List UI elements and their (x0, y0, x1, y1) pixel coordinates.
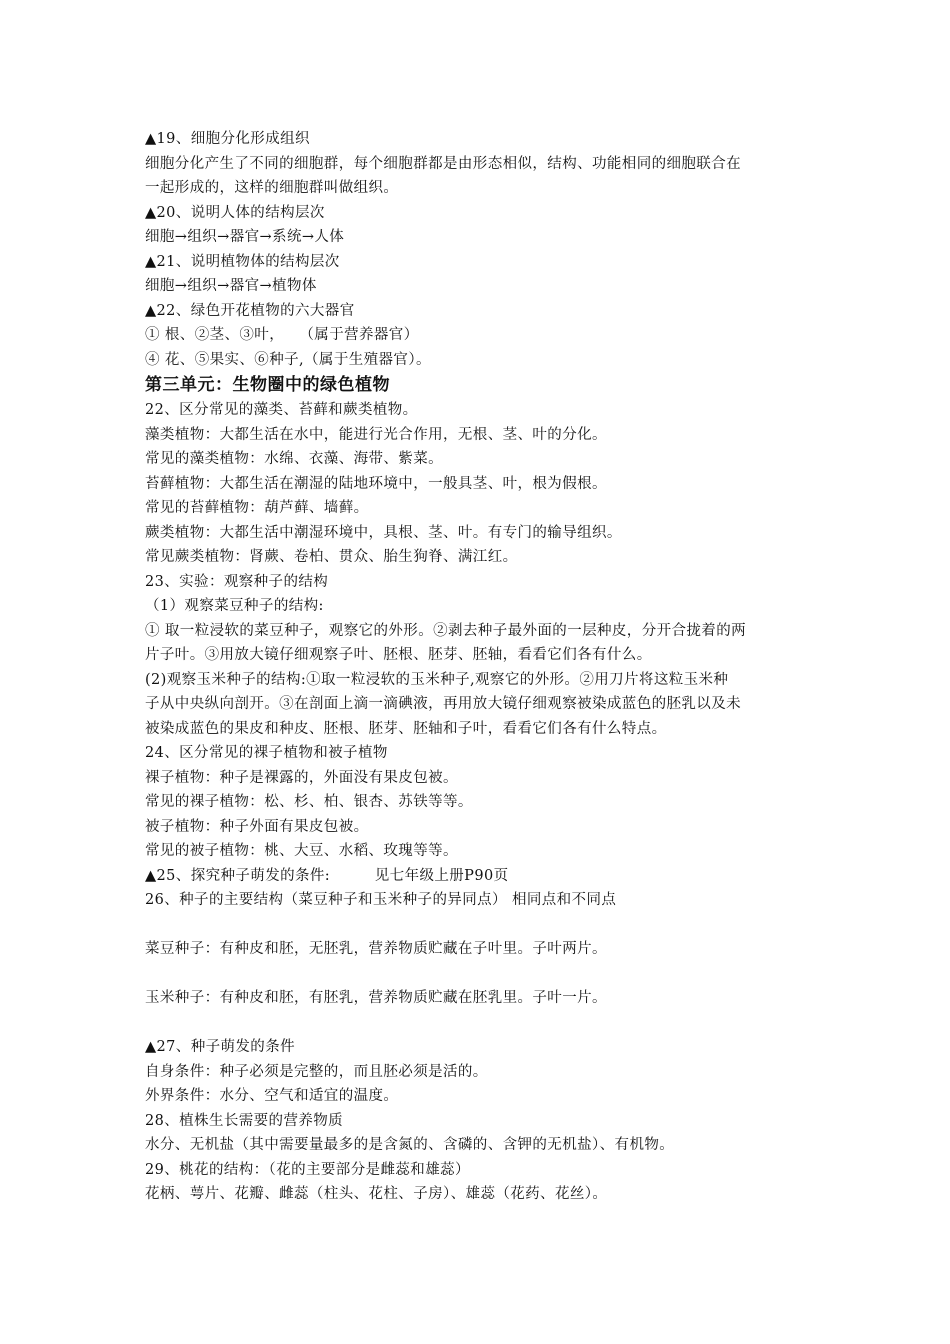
text-line: 蕨类植物：大都生活中潮湿环境中，具根、茎、叶。有专门的输导组织。 (145, 524, 622, 541)
text-line: 细胞→组织→器官→植物体 (145, 278, 317, 294)
text-line: 被染成蓝色的果皮和种皮、胚根、胚芽、胚轴和子叶，看看它们各有什么特点。 (145, 720, 667, 737)
text-line: 裸子植物：种子是裸露的，外面没有果皮包被。 (145, 769, 458, 786)
text-line: ▲21、说明植物体的结构层次 (145, 253, 340, 270)
blank-line (145, 913, 815, 938)
text-line: 常见蕨类植物：肾蕨、卷柏、贯众、胎生狗脊、满江红。 (145, 549, 518, 565)
text-line: 23、实验：观察种子的结构 (145, 573, 329, 590)
blank-line (145, 1011, 815, 1036)
text-line: 24、区分常见的裸子植物和被子植物 (145, 745, 388, 761)
text-line: 自身条件：种子必须是完整的，而且胚必须是活的。 (145, 1063, 488, 1080)
text-line: （1）观察菜豆种子的结构: (145, 598, 324, 614)
text-line: 常见的被子植物：桃、大豆、水稻、玫瑰等等。 (145, 843, 458, 859)
blank-line (145, 962, 815, 987)
text-line: 苔藓植物：大都生活在潮湿的陆地环境中，一般具茎、叶，根为假根。 (145, 475, 607, 492)
section-heading: 第三单元：生物圈中的绿色植物 (145, 375, 390, 395)
text-line: 藻类植物：大都生活在水中，能进行光合作用，无根、茎、叶的分化。 (145, 426, 607, 443)
text-line: 28、植株生长需要的营养物质 (145, 1112, 344, 1129)
text-line: 22、区分常见的藻类、苔藓和蕨类植物。 (145, 402, 418, 418)
text-line: 常见的藻类植物：水绵、衣藻、海带、紫菜。 (145, 451, 443, 467)
text-line: 菜豆种子：有种皮和胚，无胚乳，营养物质贮藏在子叶里。子叶两片。 (145, 941, 607, 957)
text-line: 花柄、萼片、花瓣、雌蕊（柱头、花柱、子房）、雄蕊（花药、花丝）。 (145, 1186, 608, 1202)
text-line: 26、种子的主要结构（菜豆种子和玉米种子的异同点） 相同点和不同点 (145, 892, 617, 908)
text-line: ▲22、绿色开花植物的六大器官 (145, 302, 355, 319)
document-body (145, 127, 815, 1207)
text-line: 外界条件：水分、空气和适宜的温度。 (145, 1088, 399, 1104)
text-line: 常见的苔藓植物：葫芦藓、墙藓。 (145, 500, 369, 516)
text-line: ① 取一粒浸软的菜豆种子，观察它的外形。②剥去种子最外面的一层种皮，分开合拢着的两 (145, 622, 747, 639)
text-line: 玉米种子：有种皮和胚，有胚乳，营养物质贮藏在胚乳里。子叶一片。 (145, 990, 607, 1006)
text-line: 常见的裸子植物：松、杉、柏、银杏、苏铁等等。 (145, 794, 473, 810)
text-line: 被子植物：种子外面有果皮包被。 (145, 818, 369, 835)
text-line: 细胞分化产生了不同的细胞群，每个细胞群都是由形态相似，结构、功能相同的细胞联合在 (145, 155, 741, 172)
text-line: ▲27、种子萌发的条件 (145, 1039, 296, 1055)
text-line: 29、桃花的结构：（花的主要部分是雌蕊和雄蕊） (145, 1161, 470, 1178)
text-line: 子从中央纵向剖开。③在剖面上滴一滴碘液，再用放大镜仔细观察被染成蓝色的胚乳以及未 (145, 696, 741, 712)
text-line: ▲25、探究种子萌发的条件: 见七年级上册P90页 (145, 867, 509, 884)
text-line: ④ 花、⑤果实、⑥种子,（属于生殖器官）。 (145, 351, 431, 368)
text-line: 水分、无机盐（其中需要量最多的是含氮的、含磷的、含钾的无机盐）、有机物。 (145, 1137, 675, 1153)
text-line: ▲19、细胞分化形成组织 (145, 131, 310, 147)
text-line: 一起形成的，这样的细胞群叫做组织。 (145, 180, 399, 196)
text-line: (2)观察玉米种子的结构:①取一粒浸软的玉米种子,观察它的外形。②用刀片将这粒玉米种 (145, 671, 729, 688)
text-line: ▲20、说明人体的结构层次 (145, 204, 325, 221)
text-line: 细胞→组织→器官→系统→人体 (145, 229, 345, 245)
text-line: 片子叶。③用放大镜仔细观察子叶、胚根、胚芽、胚轴，看看它们各有什么。 (145, 647, 652, 663)
text-line: ① 根、②茎、③叶， （属于营养器官） (145, 327, 419, 343)
